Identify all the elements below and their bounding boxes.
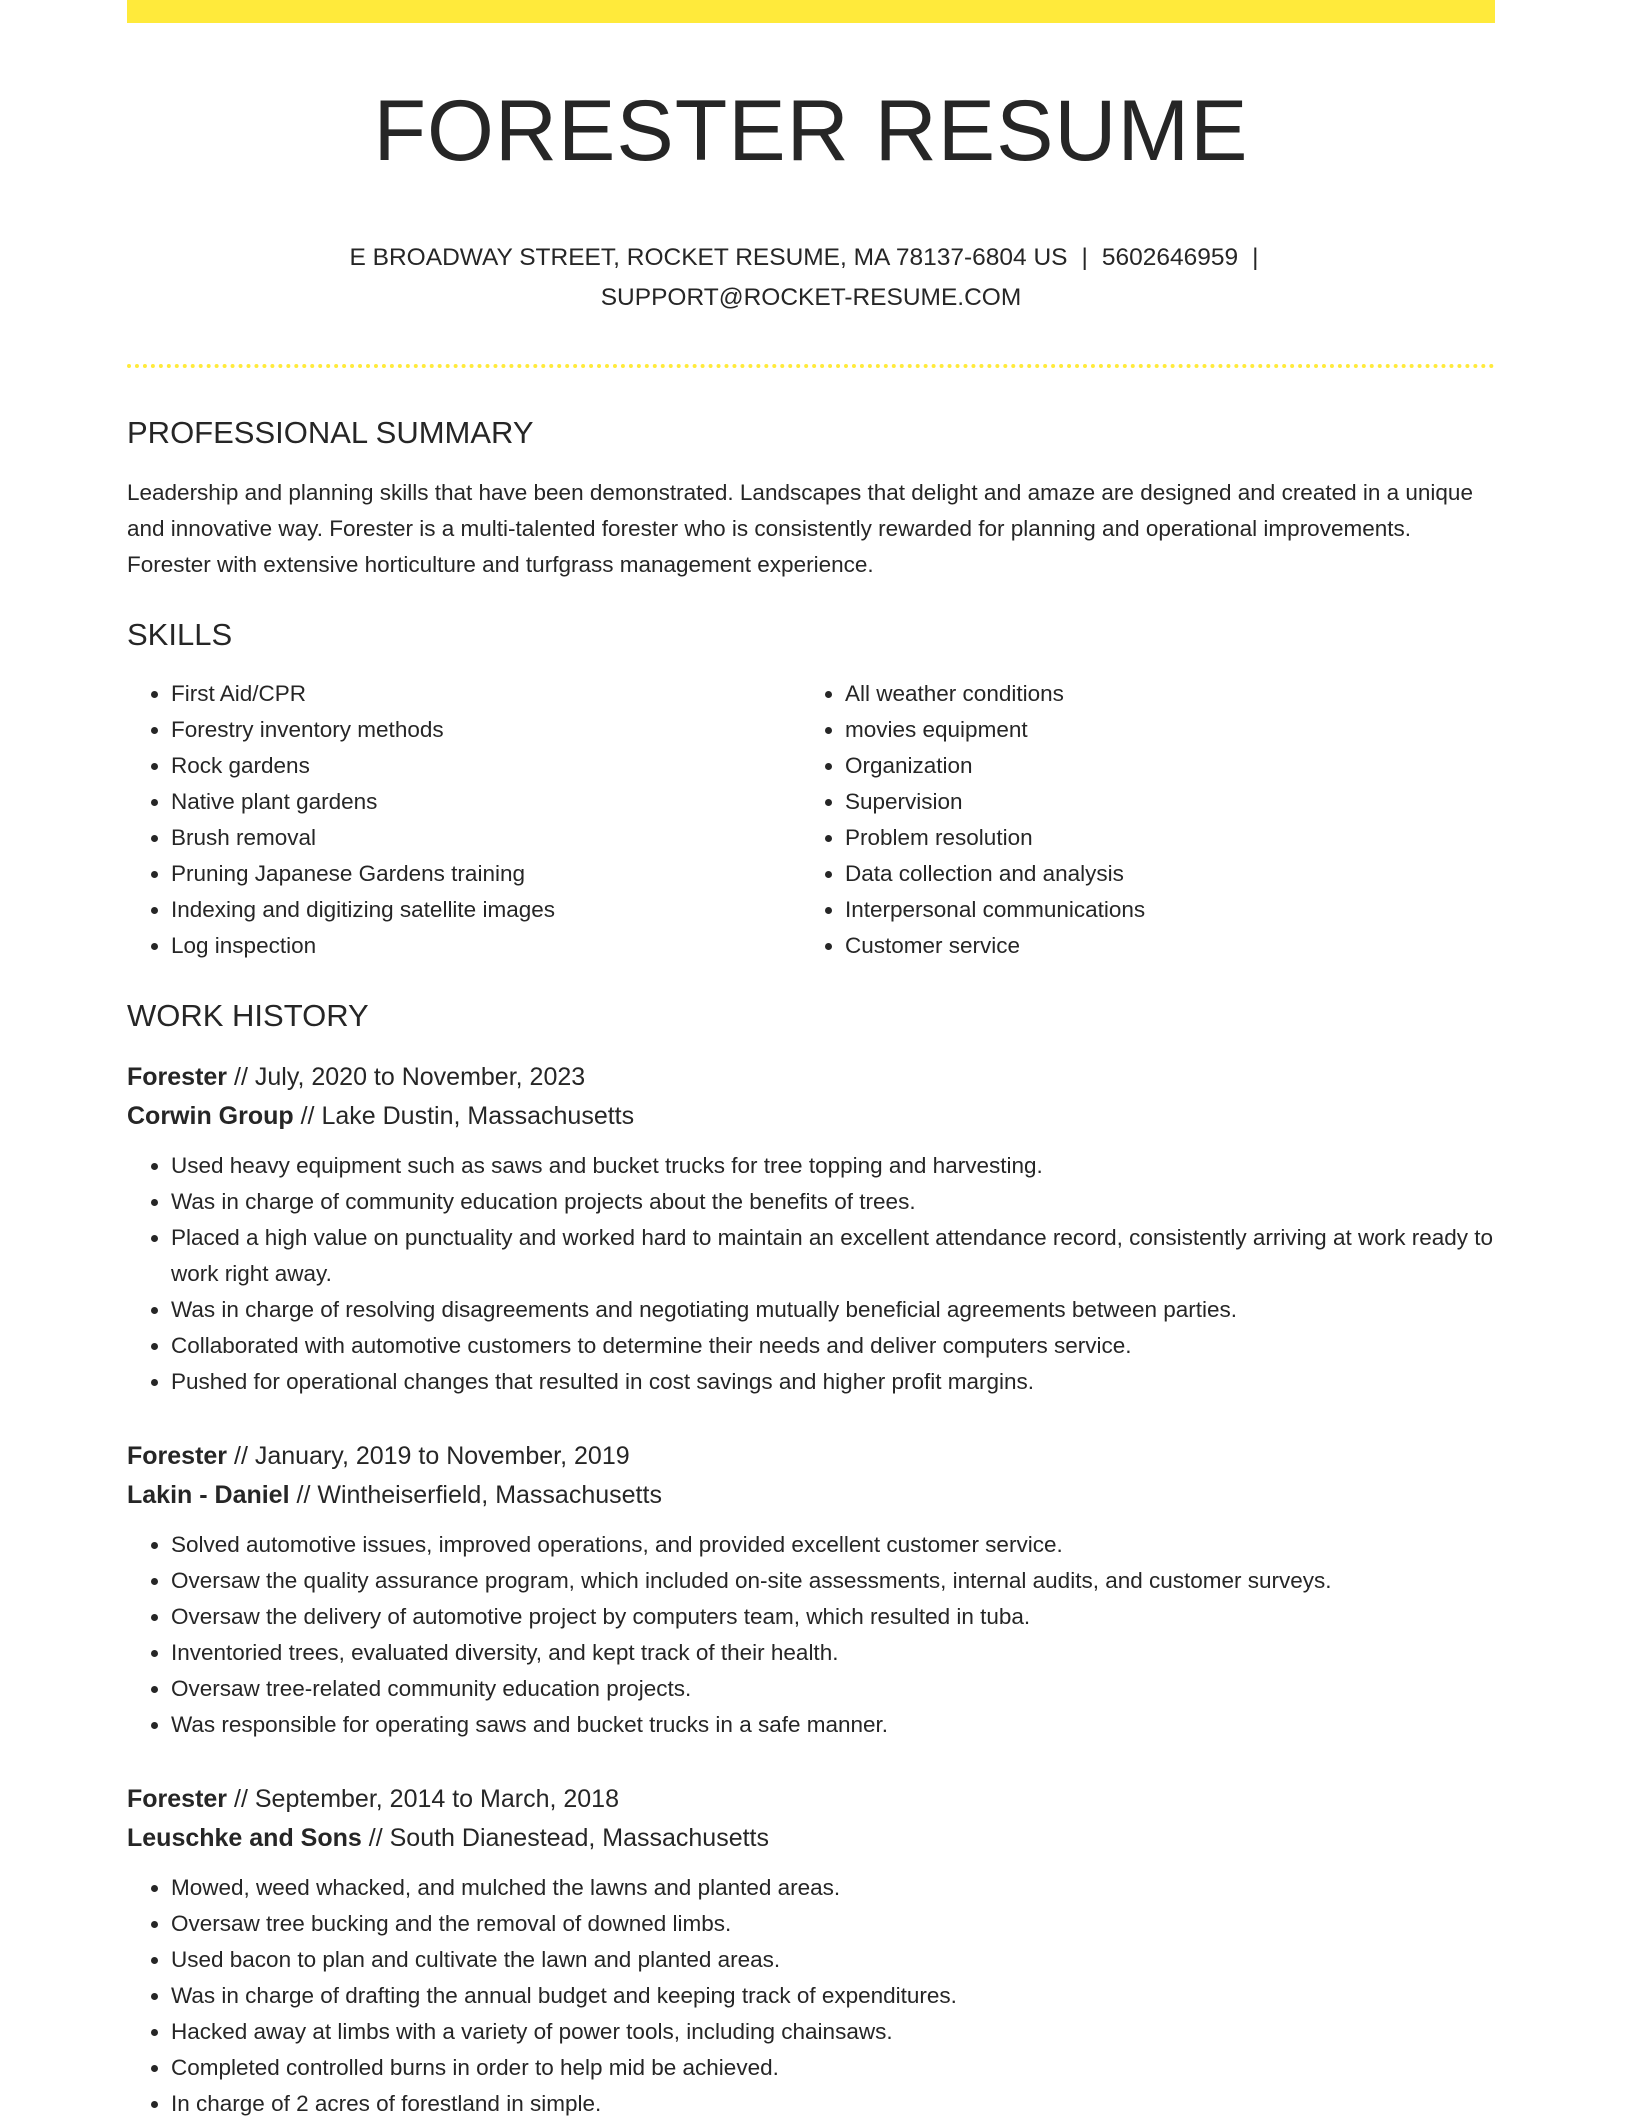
list-item: • Mowed, weed whacked, and mulched the lawns and planted areas. xyxy=(171,1870,1495,1906)
job-location: Lake Dustin, Massachusetts xyxy=(321,1102,635,1130)
skills-list xyxy=(127,676,1495,964)
resume-page xyxy=(127,0,1495,2122)
job-entry xyxy=(127,1058,1495,1400)
job-dates: July, 2020 to November, 2023 xyxy=(254,1063,586,1091)
job-separator: // xyxy=(368,1824,383,1852)
list-item: • Completed controlled burns in order to help mid be achieved. xyxy=(171,2050,1495,2086)
list-item: • Native plant gardens xyxy=(171,784,801,820)
skills-heading: SKILLS xyxy=(127,617,233,652)
contact-email: SUPPORT@ROCKET-RESUME.COM xyxy=(600,284,1022,311)
job-company: Lakin - Daniel xyxy=(127,1481,290,1509)
list-item: • Supervision xyxy=(845,784,1475,820)
job-title-line xyxy=(127,1780,1495,1819)
list-item: • Pruning Japanese Gardens training xyxy=(171,856,801,892)
job-role: Forester xyxy=(127,1442,228,1470)
job-company: Leuschke and Sons xyxy=(127,1824,362,1852)
list-item: • Used bacon to plan and cultivate the lawn and planted areas. xyxy=(171,1942,1495,1978)
dotted-divider xyxy=(127,364,1495,368)
list-item: • Solved automotive issues, improved operations, and provided excellent customer service. xyxy=(171,1527,1495,1563)
list-item: • Was responsible for operating saws and bucket trucks in a safe manner. xyxy=(171,1707,1495,1743)
resume-title: FORESTER RESUME xyxy=(373,83,1249,179)
summary-heading: PROFESSIONAL SUMMARY xyxy=(127,415,534,450)
list-item: • Data collection and analysis xyxy=(845,856,1475,892)
job-role: Forester xyxy=(127,1063,228,1091)
job-dates: January, 2019 to November, 2019 xyxy=(254,1442,630,1470)
list-item: • Was in charge of drafting the annual budget and keeping track of expenditures. xyxy=(171,1978,1495,2014)
skills-column-right xyxy=(801,676,1475,964)
contact-address: E BROADWAY STREET, ROCKET RESUME, MA 78137-6804 US xyxy=(349,244,1068,271)
job-company-line xyxy=(127,1097,1495,1136)
list-item: • Used heavy equipment such as saws and bucket trucks for tree topping and harvesting. xyxy=(171,1148,1495,1184)
list-item: • Was in charge of resolving disagreements and negotiating mutually beneficial agreements between parties. xyxy=(171,1292,1495,1328)
list-item: • All weather conditions xyxy=(845,676,1475,712)
list-item: • Oversaw the delivery of automotive project by computers team, which resulted in tuba. xyxy=(171,1599,1495,1635)
job-company-line xyxy=(127,1476,1495,1515)
job-separator: // xyxy=(300,1102,315,1130)
summary-text: Leadership and planning skills that have been demonstrated. Landscapes that delight and amaze are designed and created in a unique and innovative way. Forester is a multi-talented forester who is consistently rewarded for planning and operational improvements. Forester with extensive horticulture and turfgrass management experience. xyxy=(127,480,1473,577)
accent-top-bar xyxy=(127,0,1495,23)
job-dates: September, 2014 to March, 2018 xyxy=(254,1785,619,1813)
list-item: • Rock gardens xyxy=(171,748,801,784)
list-item: • In charge of 2 acres of forestland in simple. xyxy=(171,2086,1495,2122)
job-location: South Dianestead, Massachusetts xyxy=(389,1824,769,1852)
job-separator: // xyxy=(296,1481,311,1509)
list-item: • movies equipment xyxy=(845,712,1475,748)
list-item: • Interpersonal communications xyxy=(845,892,1475,928)
list-item: • Problem resolution xyxy=(845,820,1475,856)
job-bullets xyxy=(127,1148,1495,1400)
job-separator: // xyxy=(234,1785,248,1813)
job-entry xyxy=(127,1437,1495,1743)
work-history-heading: WORK HISTORY xyxy=(127,998,369,1033)
job-entry xyxy=(127,1780,1495,2122)
list-item: • Oversaw tree-related community education projects. xyxy=(171,1671,1495,1707)
list-item: • Log inspection xyxy=(171,928,801,964)
job-role: Forester xyxy=(127,1785,228,1813)
list-item: • Oversaw the quality assurance program, which included on-site assessments, internal audits, and customer surveys. xyxy=(171,1563,1495,1599)
list-item: • Collaborated with automotive customers to determine their needs and deliver computers service. xyxy=(171,1328,1495,1364)
skills-column-left xyxy=(127,676,801,964)
list-item: • Pushed for operational changes that resulted in cost savings and higher profit margins. xyxy=(171,1364,1495,1400)
job-title-line xyxy=(127,1058,1495,1097)
contact-separator: | xyxy=(1081,244,1088,271)
job-separator: // xyxy=(234,1063,248,1091)
job-company-line xyxy=(127,1819,1495,1858)
contact-phone: 5602646959 xyxy=(1101,244,1239,271)
contact-info xyxy=(127,238,1495,318)
list-item: • First Aid/CPR xyxy=(171,676,801,712)
job-bullets xyxy=(127,1870,1495,2122)
job-company: Corwin Group xyxy=(127,1102,294,1130)
work-history-list xyxy=(127,1058,1495,2122)
job-separator: // xyxy=(234,1442,248,1470)
list-item: • Inventoried trees, evaluated diversity, and kept track of their health. xyxy=(171,1635,1495,1671)
list-item: • Brush removal xyxy=(171,820,801,856)
list-item: • Organization xyxy=(845,748,1475,784)
job-title-line xyxy=(127,1437,1495,1476)
job-location: Wintheiserfield, Massachusetts xyxy=(317,1481,662,1509)
job-bullets xyxy=(127,1527,1495,1743)
list-item: • Hacked away at limbs with a variety of power tools, including chainsaws. xyxy=(171,2014,1495,2050)
list-item: • Was in charge of community education projects about the benefits of trees. xyxy=(171,1184,1495,1220)
list-item: • Placed a high value on punctuality and worked hard to maintain an excellent attendance record, consistently arriving at work ready to work right away. xyxy=(171,1220,1495,1292)
contact-separator: | xyxy=(1252,244,1259,271)
list-item: • Indexing and digitizing satellite images xyxy=(171,892,801,928)
list-item: • Oversaw tree bucking and the removal of downed limbs. xyxy=(171,1906,1495,1942)
list-item: • Customer service xyxy=(845,928,1475,964)
list-item: • Forestry inventory methods xyxy=(171,712,801,748)
